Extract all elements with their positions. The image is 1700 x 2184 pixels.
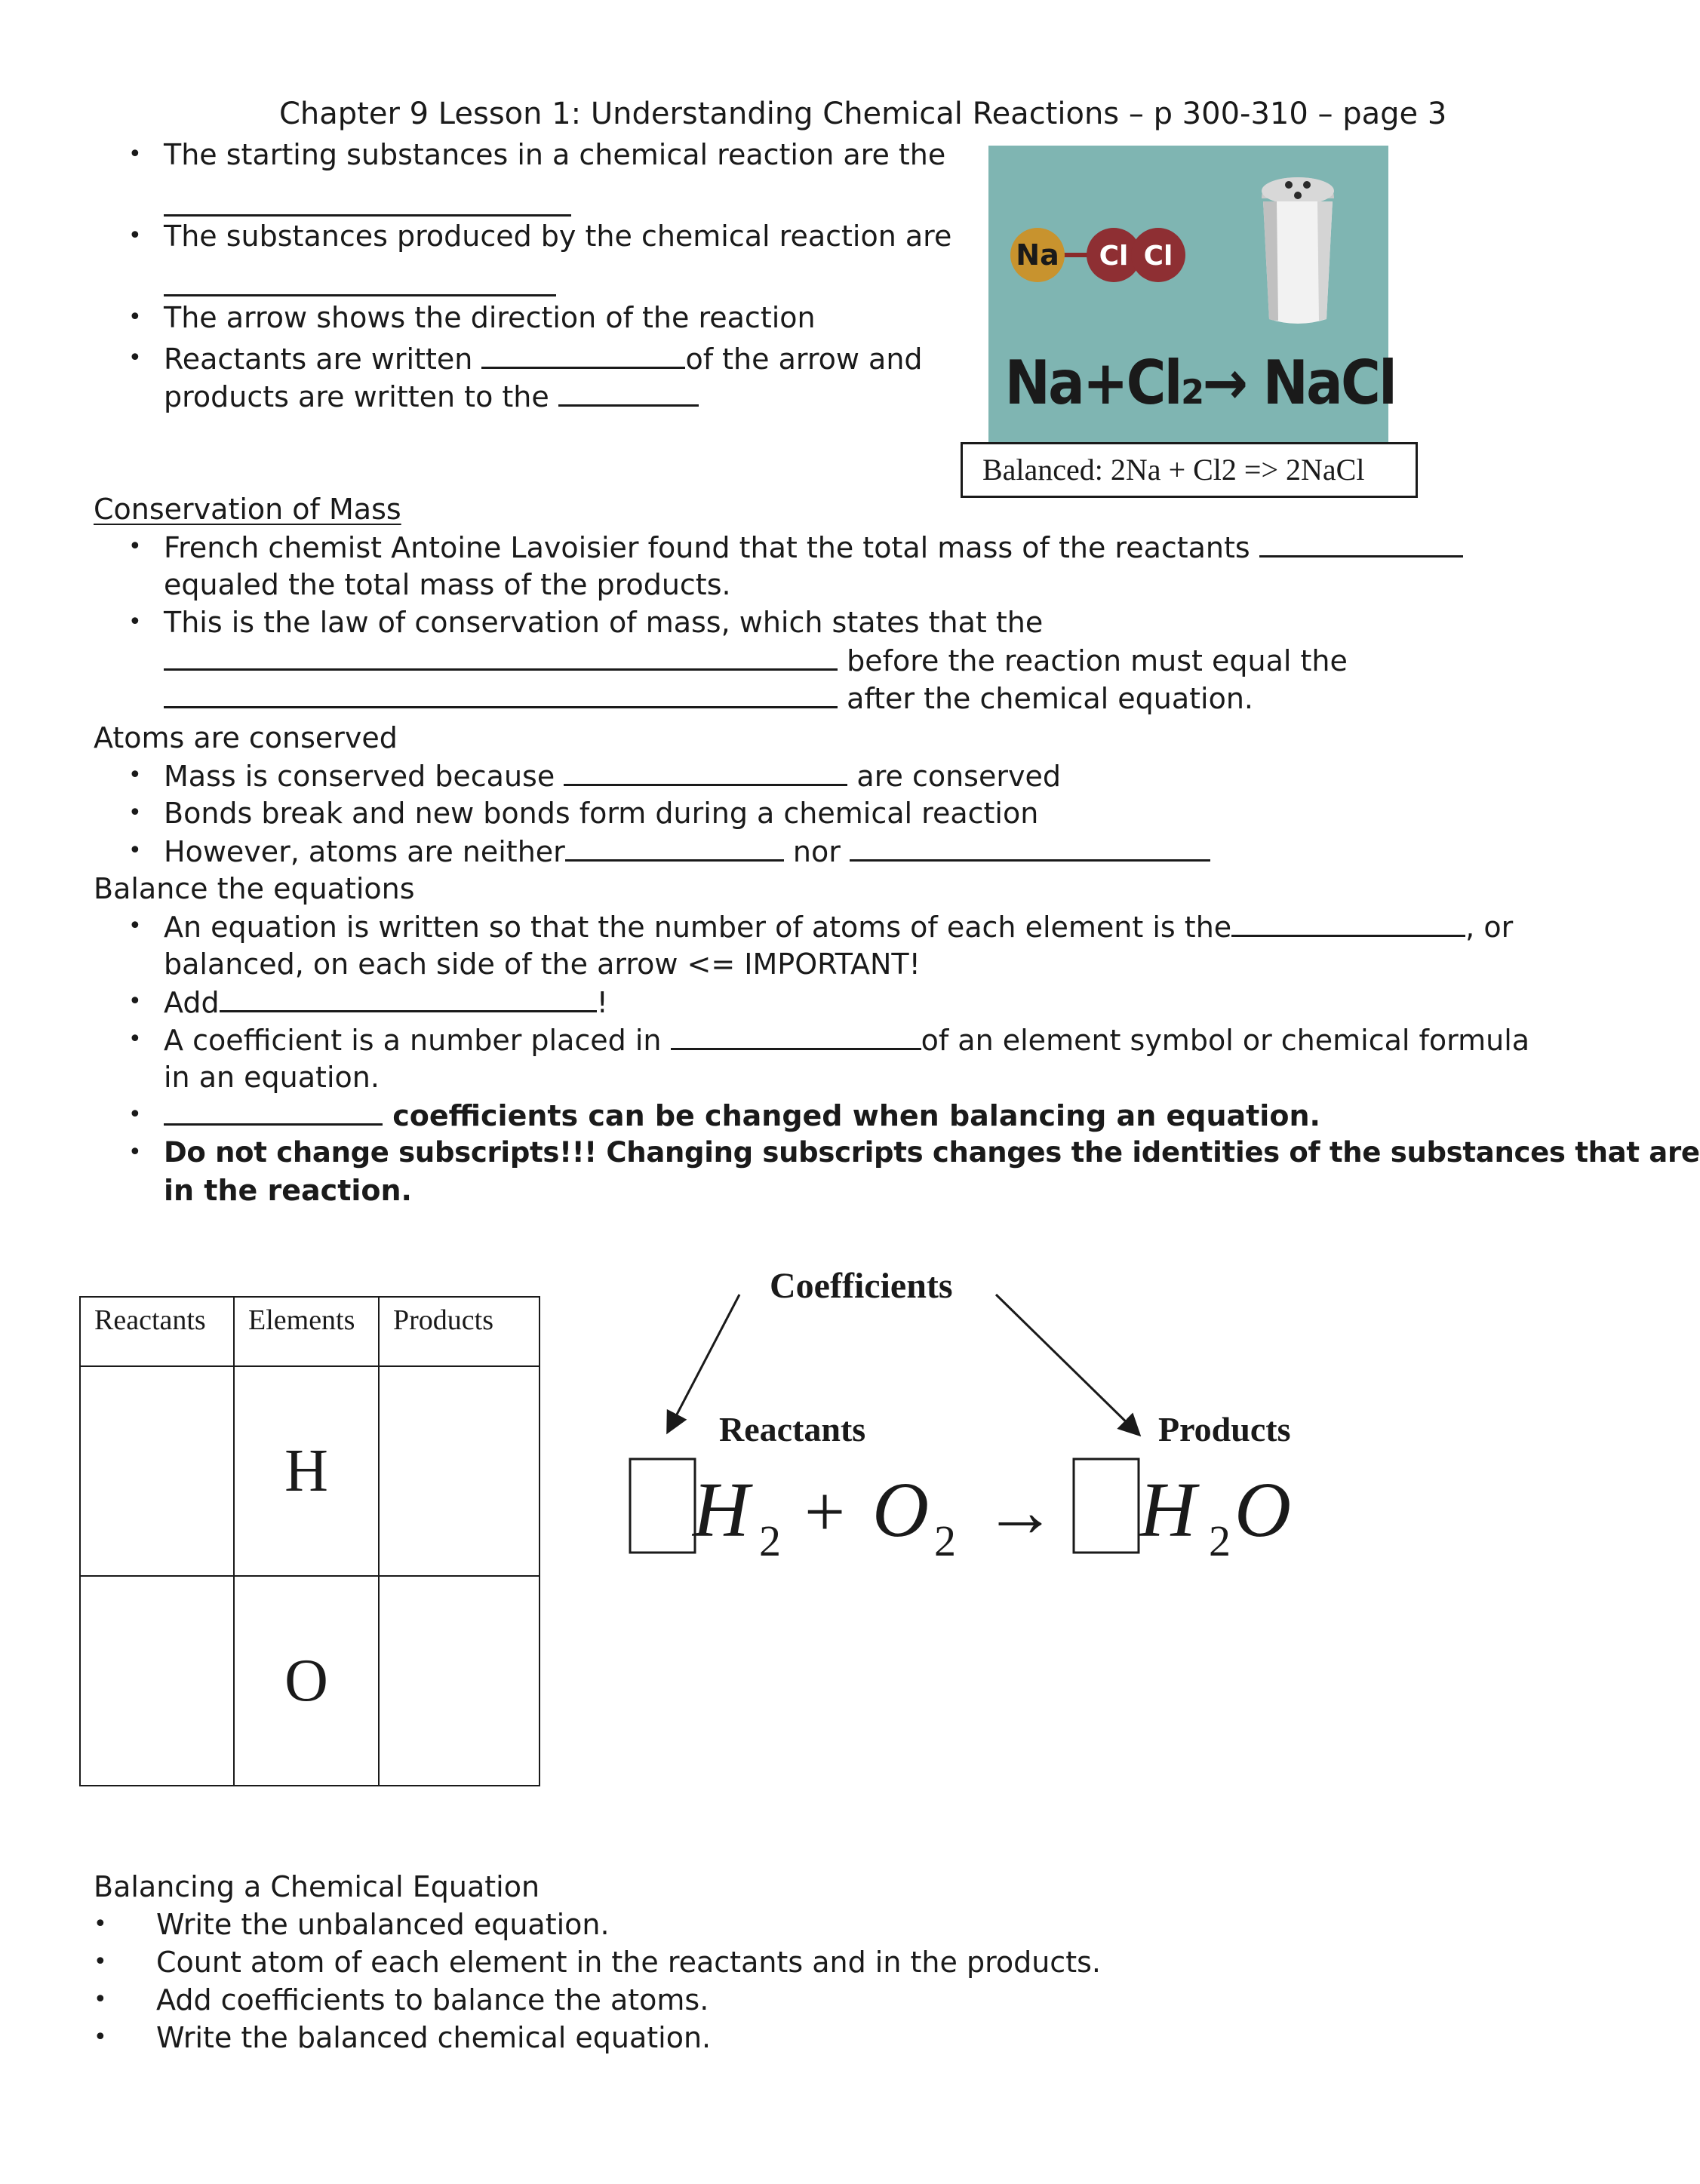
- coefficients-diagram: [619, 1245, 1358, 1577]
- step-item-2: Count atom of each element in the reactants and in the products.: [156, 1946, 1101, 1979]
- bullet-icon: •: [128, 800, 142, 826]
- table-header-products: Products: [379, 1297, 540, 1366]
- bullet-icon: •: [128, 1026, 142, 1052]
- eq-h2: H: [1139, 1467, 1197, 1553]
- balance-bullet-3-text: A coefficient is a number placed in: [164, 1024, 662, 1057]
- table-header-row: [80, 1297, 540, 1366]
- atoms-bullet-3-text: However, atoms are neither: [164, 835, 565, 868]
- blank-atoms[interactable]: [564, 757, 847, 786]
- blank-only[interactable]: [164, 1096, 383, 1126]
- table-cell-products-o[interactable]: [379, 1576, 540, 1786]
- atoms-bullet-1-end: are conserved: [856, 760, 1061, 793]
- balance-heading: Balance the equations: [94, 872, 415, 905]
- table-cell-reactants-h[interactable]: [80, 1366, 234, 1576]
- atoms-bullet-1-text: Mass is conserved because: [164, 760, 555, 793]
- bullet-icon: •: [94, 2024, 107, 2050]
- table-cell-element-h: H: [234, 1366, 379, 1576]
- bullet-icon: •: [128, 837, 142, 864]
- na-atom-label: Na: [1016, 238, 1059, 272]
- table-row: [80, 1576, 540, 1786]
- atoms-heading: Atoms are conserved: [94, 721, 398, 754]
- atoms-bullet-3: [164, 832, 1210, 871]
- intro-bullet-4-part3: products are written to the: [164, 380, 549, 413]
- blank-coefficients[interactable]: [220, 983, 597, 1012]
- bullet-icon: •: [128, 913, 142, 939]
- bullet-icon: •: [128, 609, 142, 635]
- eq-o2: O: [1234, 1467, 1292, 1553]
- blank-right[interactable]: [558, 377, 699, 407]
- eq-sub-2b: 2: [934, 1516, 956, 1565]
- conservation-bullet-1-line2: equaled the total mass of the products.: [164, 568, 731, 601]
- cl-atom-label-2: Cl: [1143, 241, 1173, 272]
- eq-arrow-icon: →: [984, 1471, 1056, 1552]
- coefficients-label: Coefficients: [770, 1266, 953, 1306]
- coefficient-box-product[interactable]: [1074, 1459, 1139, 1553]
- balance-bullet-1-text: An equation is written so that the number of atoms of each element is the: [164, 911, 1232, 944]
- blank-mass-reactants[interactable]: [164, 641, 838, 671]
- balance-bullet-1-or: , or: [1465, 911, 1514, 944]
- balance-bullet-2: [164, 983, 608, 1021]
- bullet-icon: •: [128, 533, 142, 560]
- conservation-bullet-2-line3: [164, 679, 1253, 717]
- bullet-icon: •: [128, 345, 142, 371]
- eq-sub-2a: 2: [759, 1516, 781, 1565]
- balance-bullet-1: [164, 908, 1513, 946]
- balance-bullet-1-line2: balanced, on each side of the arrow <= IMPORTANT!: [164, 948, 921, 981]
- blank-mass-products[interactable]: [164, 679, 838, 708]
- eq-sub-2c: 2: [1209, 1516, 1231, 1565]
- bullet-icon: •: [128, 304, 142, 330]
- coefficients-svg: [619, 1245, 1358, 1577]
- bullet-icon: •: [128, 1101, 142, 1128]
- bullet-icon: •: [128, 762, 142, 788]
- steps-heading: Balancing a Chemical Equation: [94, 1870, 540, 1903]
- products-label: Products: [1158, 1410, 1291, 1448]
- balanced-equation-box: Balanced: 2Na + Cl2 => 2NaCl: [961, 442, 1418, 498]
- atoms-bullet-3-nor: nor: [792, 835, 841, 868]
- reactants-label: Reactants: [719, 1410, 866, 1448]
- table-cell-reactants-o[interactable]: [80, 1576, 234, 1786]
- blank-front[interactable]: [671, 1021, 921, 1050]
- salt-shaker-icon: [1262, 177, 1334, 324]
- intro-bullet-3: The arrow shows the direction of the reaction: [164, 301, 816, 334]
- step-item-3: Add coefficients to balance the atoms.: [156, 1983, 709, 2017]
- intro-bullet-4: [164, 339, 923, 378]
- atoms-bullet-2: Bonds break and new bonds form during a chemical reaction: [164, 797, 1039, 830]
- blank-left[interactable]: [481, 339, 685, 369]
- balance-bullet-4-text: coefficients can be changed when balancing an equation.: [392, 1099, 1320, 1132]
- intro-bullet-1: The starting substances in a chemical reaction are the: [164, 138, 946, 171]
- bullet-icon: •: [128, 1139, 142, 1166]
- blank-created[interactable]: [565, 832, 784, 862]
- conservation-bullet-2-before: before the reaction must equal the: [847, 644, 1348, 677]
- eq-o: O: [872, 1467, 930, 1553]
- conservation-heading: Conservation of Mass: [94, 493, 401, 526]
- page-title: Chapter 9 Lesson 1: Understanding Chemical Reactions – p 300-310 – page 3: [279, 97, 1447, 131]
- intro-bullet-4-part1: Reactants are written: [164, 342, 473, 376]
- blank-before-and-after[interactable]: [1259, 528, 1463, 558]
- eq-plus: +: [804, 1471, 846, 1552]
- blank-destroyed[interactable]: [850, 832, 1210, 862]
- atoms-bullet-1: [164, 757, 1061, 795]
- balance-bullet-3: [164, 1021, 1529, 1059]
- step-item-1: Write the unbalanced equation.: [156, 1908, 610, 1941]
- table-cell-products-h[interactable]: [379, 1366, 540, 1576]
- bullet-icon: •: [94, 1911, 107, 1937]
- step-item-4: Write the balanced chemical equation.: [156, 2021, 712, 2054]
- arrow-to-products-icon: [996, 1295, 1138, 1433]
- conservation-bullet-1-text: French chemist Antoine Lavoisier found that the total mass of the reactants: [164, 531, 1250, 564]
- cl-atom-label-1: Cl: [1099, 241, 1129, 272]
- nacl-equation: Na+Cl₂→ NaCl: [1004, 347, 1396, 418]
- bullet-icon: •: [128, 223, 142, 249]
- element-count-table: [79, 1296, 540, 1786]
- coefficient-box-reactant[interactable]: [630, 1459, 695, 1553]
- table-header-reactants: Reactants: [80, 1297, 234, 1366]
- balance-bullet-4: [164, 1096, 1320, 1135]
- table-row: [80, 1366, 540, 1576]
- eq-h: H: [693, 1467, 750, 1553]
- bullet-icon: •: [128, 141, 142, 167]
- bullet-icon: •: [128, 988, 142, 1015]
- intro-bullet-2: The substances produced by the chemical reaction are: [164, 220, 952, 253]
- conservation-bullet-2-after: after the chemical equation.: [847, 682, 1253, 715]
- conservation-bullet-1: [164, 528, 1463, 567]
- blank-reactants[interactable]: [164, 187, 571, 217]
- intro-bullet-4-part2: of the arrow and: [685, 342, 923, 376]
- balance-bullet-3-end: of an element symbol or chemical formula: [921, 1024, 1530, 1057]
- balance-bullet-2-bang: !: [596, 986, 608, 1019]
- blank-same[interactable]: [1231, 908, 1465, 937]
- nacl-illustration: [988, 146, 1396, 442]
- balance-bullet-5: Do not change subscripts!!! Changing subscripts changes the identities of the substances that are: [164, 1136, 1700, 1169]
- table-cell-element-o: O: [234, 1576, 379, 1786]
- balance-bullet-5-line2: in the reaction.: [164, 1174, 412, 1207]
- nacl-svg: [988, 146, 1396, 442]
- balance-bullet-2-add: Add: [164, 986, 220, 1019]
- balance-bullet-3-line2: in an equation.: [164, 1061, 380, 1094]
- blank-products[interactable]: [164, 267, 556, 296]
- table-header-elements: Elements: [234, 1297, 379, 1366]
- intro-bullet-4-line2: [164, 377, 699, 416]
- conservation-bullet-2: This is the law of conservation of mass, which states that the: [164, 606, 1044, 639]
- bullet-icon: •: [94, 1949, 107, 1975]
- conservation-bullet-2-line2: [164, 641, 1348, 680]
- bullet-icon: •: [94, 1986, 107, 2013]
